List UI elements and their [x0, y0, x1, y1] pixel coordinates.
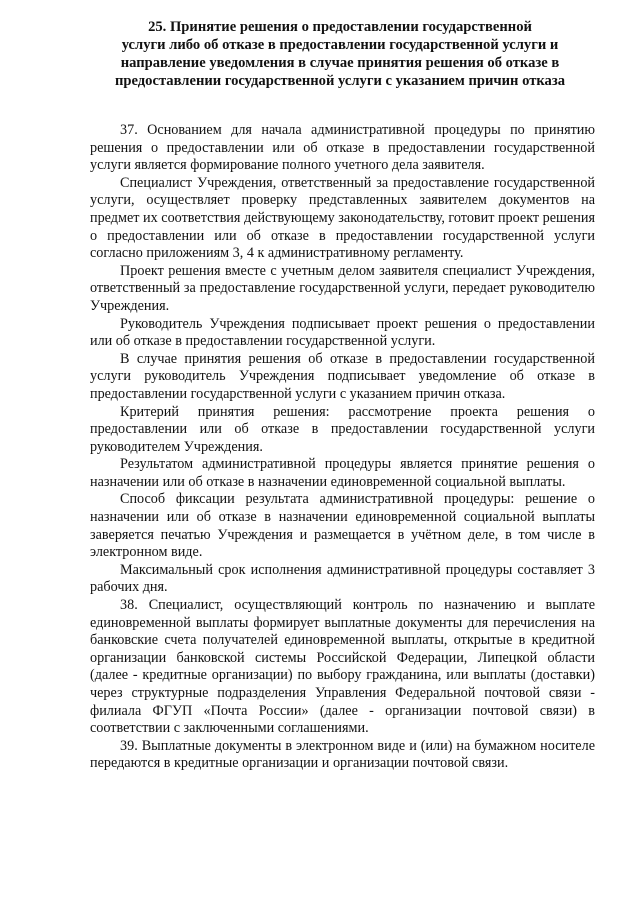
paragraph-result-fixation: Способ фиксации результата административной процедуры: решение о назначении или об отказе в назначении единовременной социальной выплаты заверяется печатью Учреждения и размещается в учётном деле, в том числе в электронном виде. [90, 491, 595, 561]
heading-line: направление уведомления в случае принятия решения об отказе в [120, 55, 560, 71]
heading-line: 25. Принятие решения о предоставлении государственной [148, 19, 532, 35]
heading-line: предоставлении государственной услуги с указанием причин отказа [114, 73, 566, 89]
paragraph-procedure-result: Результатом административной процедуры является принятие решения о назначении или об отказе в назначении единовременной социальной выплаты. [90, 456, 595, 490]
paragraph-38-payment-documents: 38. Специалист, осуществляющий контроль по назначению и выплате единовременной выплаты формирует выплатные документы для перечисления на банковские счета получателей единовременной выплаты, открытые в кредитной организации банковской системы Российской Федерации, Липецкой области (далее - кредитные организации) по выбору гражданина, или выплаты (доставки) через структурные подразделения Управления Федеральной почтовой связи - филиала ФГУП «Почта России» (далее - организации почтовой связи) в соответствии с заключенными соглашениями. [90, 597, 595, 737]
document-body [90, 122, 595, 773]
paragraph-head-signs: Руководитель Учреждения подписывает проект решения о предоставлении или об отказе в предоставлении государственной услуги. [90, 315, 595, 350]
paragraph-max-duration: Максимальный срок исполнения административной процедуры составляет 3 рабочих дня. [90, 561, 595, 596]
paragraph-decision-criterion: Критерий принятия решения: рассмотрение проекта решения о предоставлении или об отказе в предоставлении государственной услуги руководителем Учреждения. [90, 403, 595, 455]
paragraph-37-basis: 37. Основанием для начала административной процедуры по принятию решения о предоставлении или об отказе в предоставлении государственной услуги является формирование полного учетного дела заявителя. [90, 122, 595, 174]
paragraph-refusal-notice: В случае принятия решения об отказе в предоставлении государственной услуги руководитель Учреждения подписывает уведомление об отказе в предоставлении государственной услуги с указанием причин отказа. [90, 350, 595, 402]
paragraph-draft-transfer: Проект решения вместе с учетным делом заявителя специалист Учреждения, ответственный за предоставление государственной услуги, передает руководителю Учреждения. [90, 262, 595, 314]
heading-line: услуги либо об отказе в предоставлении государственной услуги и [121, 37, 559, 53]
paragraph-specialist-check: Специалист Учреждения, ответственный за предоставление государственной услуги, осуществляет проверку представленных заявителем документов на предмет их соответствия действующему законодательству, готовит проект решения о предоставлении или об отказе в предоставлении государственной услуги согласно приложениям 3, 4 к административному регламенту. [90, 174, 595, 262]
paragraph-39-document-transfer: 39. Выплатные документы в электронном виде и (или) на бумажном носителе передаются в кредитные организации и организации почтовой связи. [90, 737, 595, 772]
section-heading [90, 18, 590, 90]
